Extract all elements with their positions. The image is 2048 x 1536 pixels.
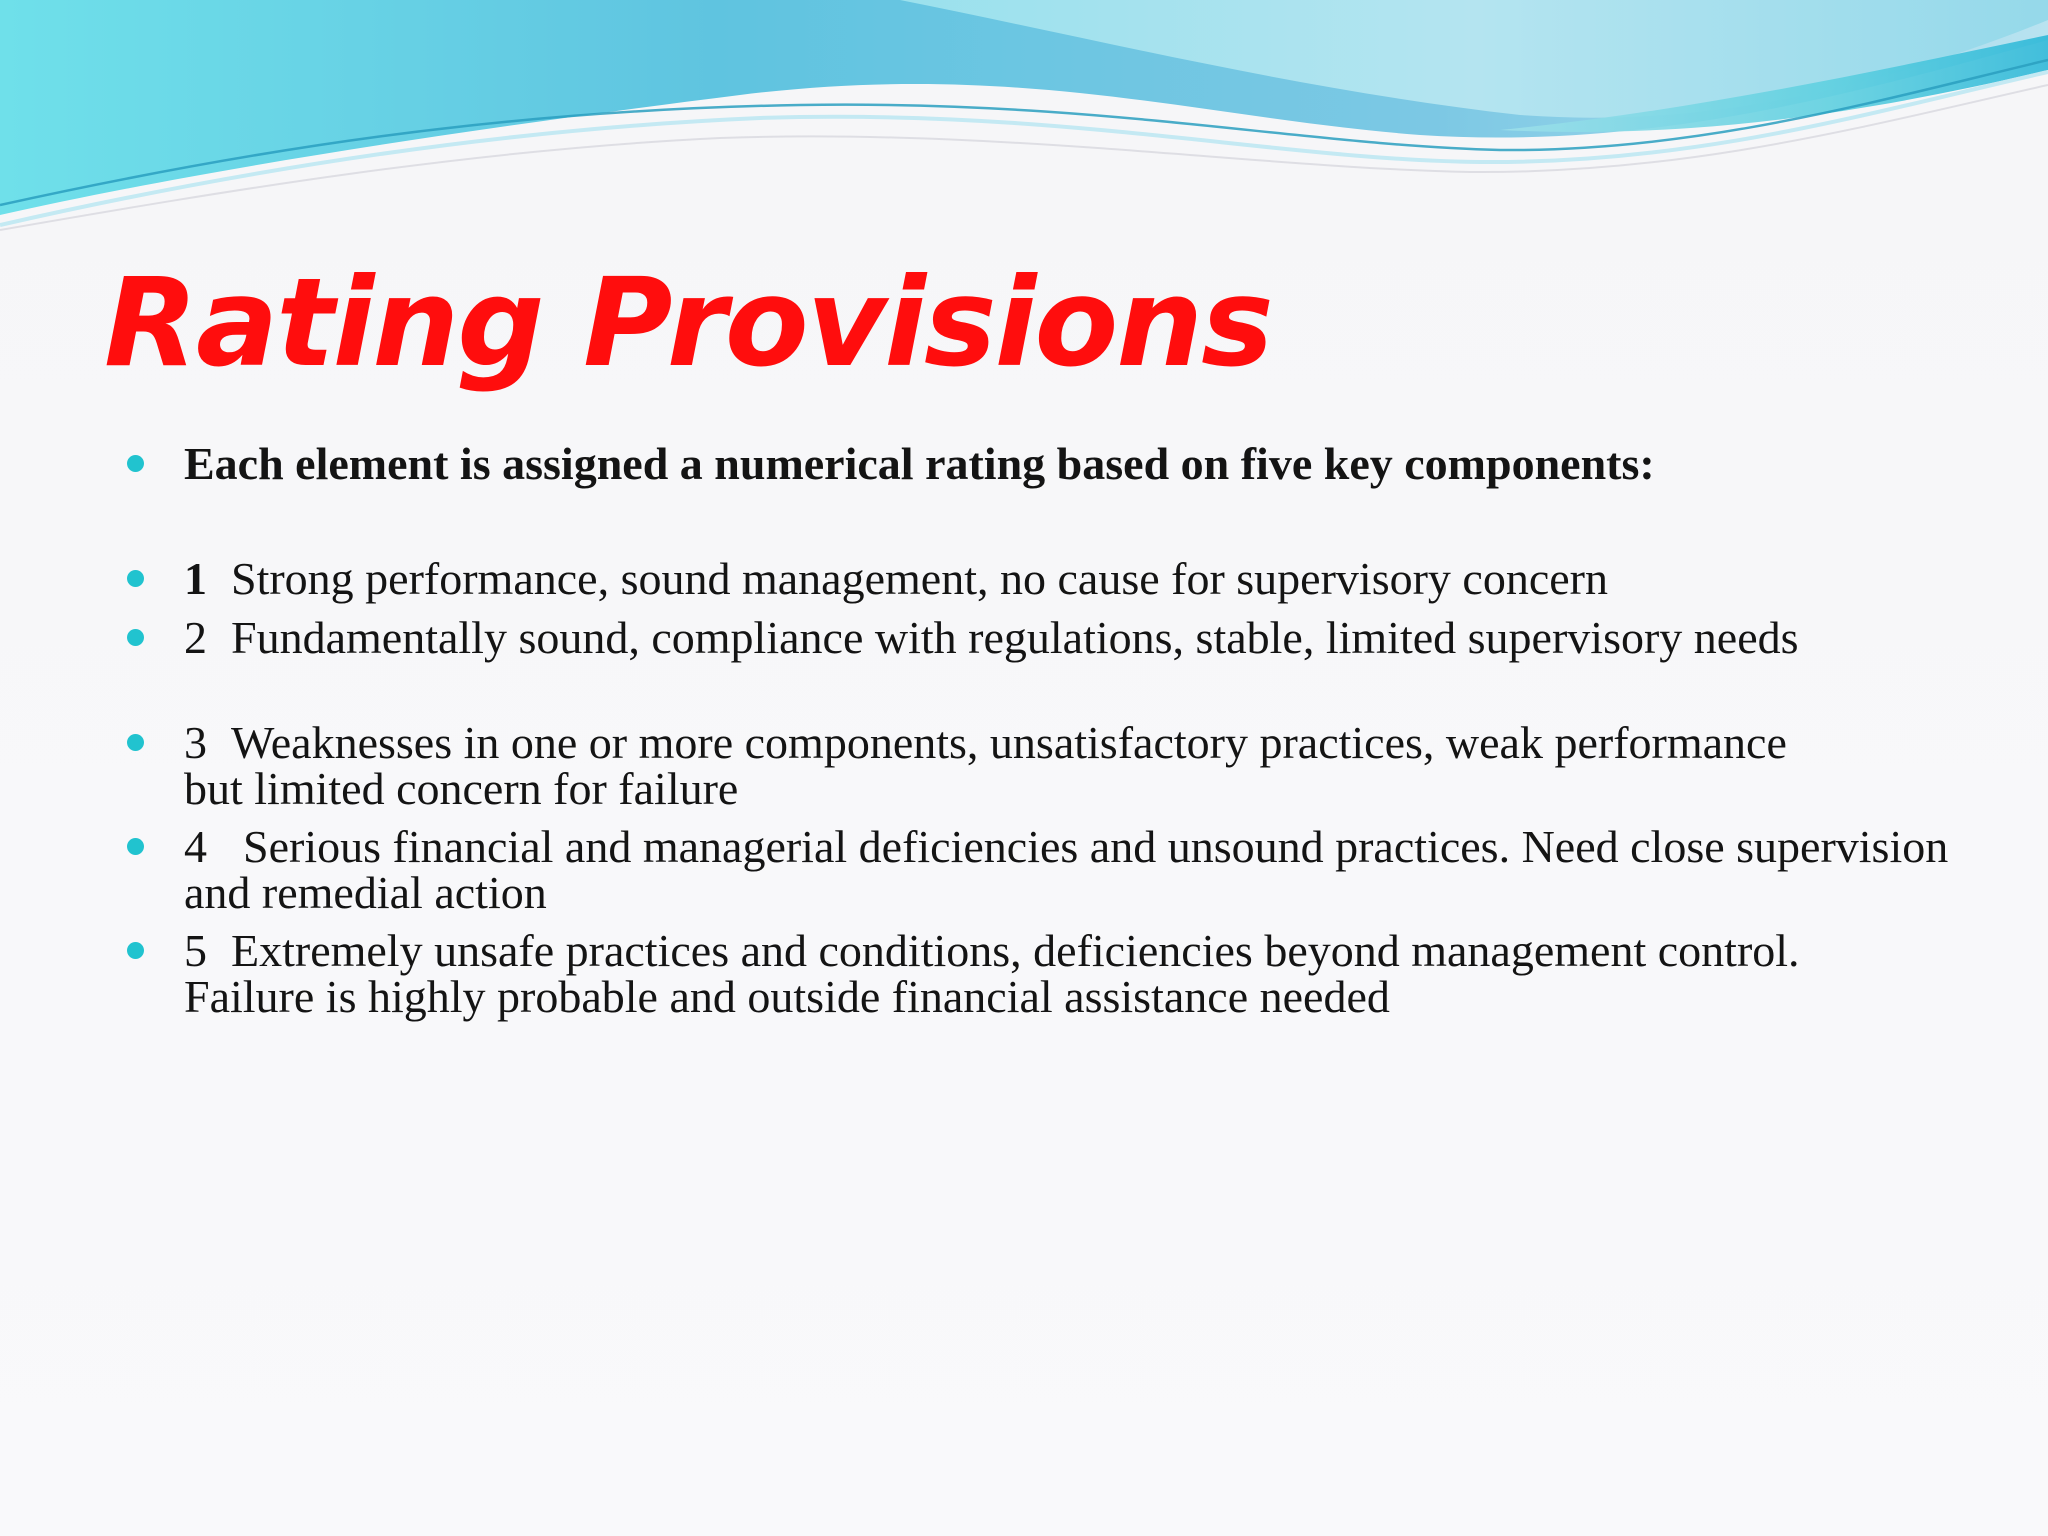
bullet-dot-icon — [127, 734, 144, 751]
rating-number: 3 — [184, 717, 207, 768]
slide-title: Rating Provisions — [104, 252, 1272, 394]
rating-number: 4 — [184, 821, 207, 872]
rating-description: Serious financial and managerial deficiencies and unsound practices. Need close supervision and remedial action — [184, 821, 1949, 918]
rating-number: 2 — [184, 612, 207, 663]
header-wave-decoration — [0, 0, 2048, 240]
rating-description: Weaknesses in one or more components, unsatisfactory practices, weak performance but limited concern for failure — [184, 717, 1787, 814]
bullet-dot-icon — [127, 838, 144, 855]
bullet-dot-icon — [127, 942, 144, 959]
rating-description: Extremely unsafe practices and conditions, deficiencies beyond management control. Failure is highly probable and outside financial assistance needed — [184, 925, 1800, 1022]
rating-description: Fundamentally sound, compliance with regulations, stable, limited supervisory needs — [231, 612, 1799, 663]
bullet-dot-icon — [127, 629, 144, 646]
rating-number: 5 — [184, 925, 207, 976]
rating-description: Strong performance, sound management, no cause for supervisory concern — [231, 553, 1608, 604]
intro-text: Each element is assigned a numerical rating based on five key components: — [184, 438, 1655, 489]
rating-number: 1 — [184, 553, 207, 604]
bullet-dot-icon — [127, 455, 144, 472]
bullet-dot-icon — [127, 570, 144, 587]
